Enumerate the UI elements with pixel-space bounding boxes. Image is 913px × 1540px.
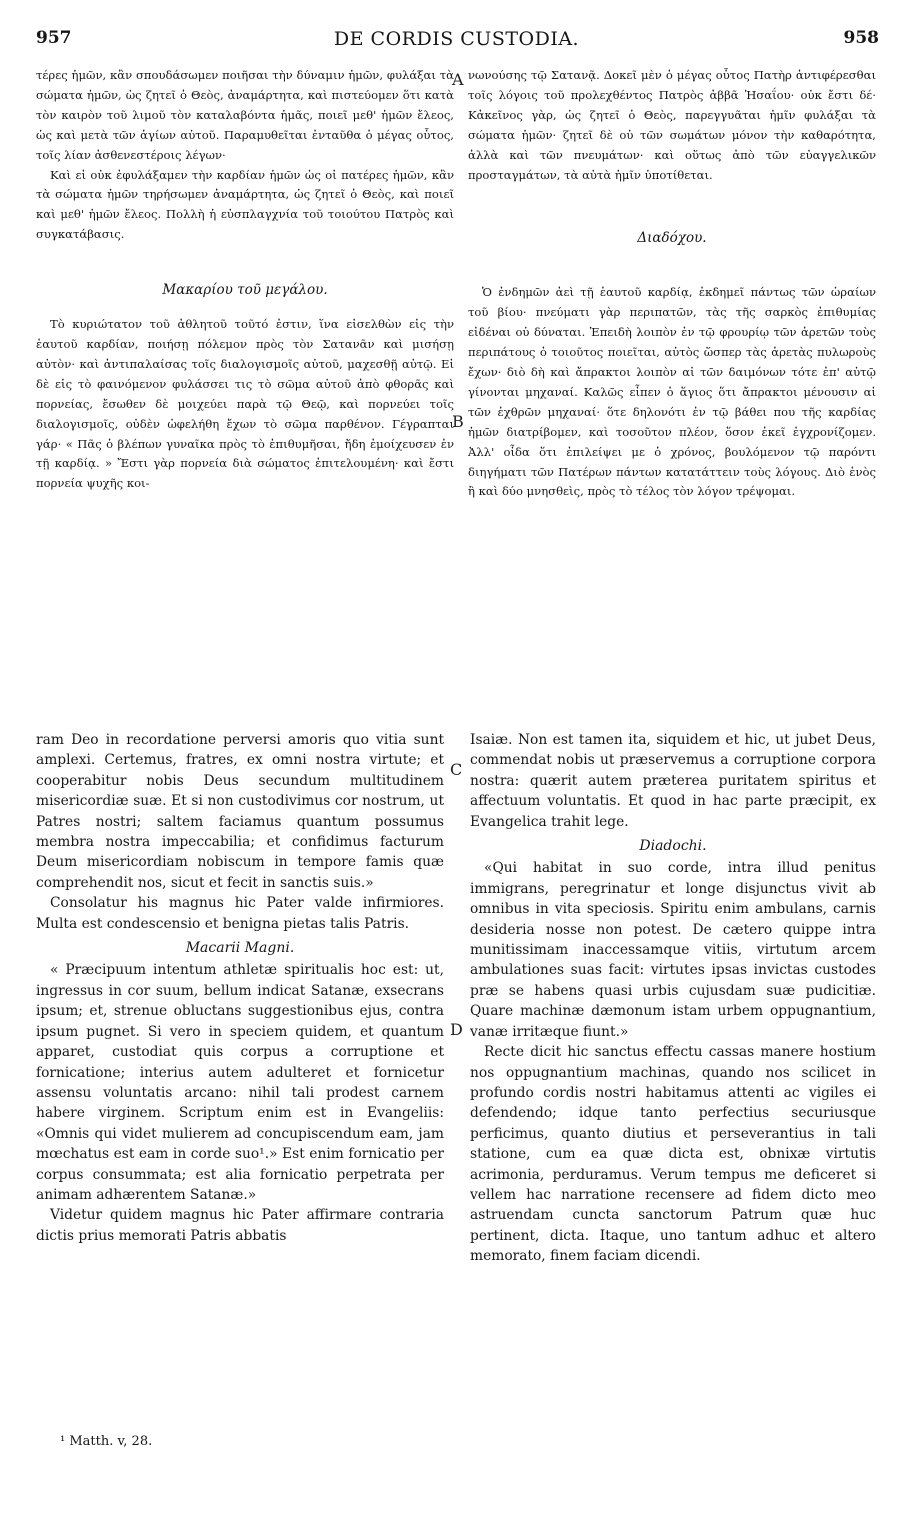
latin-right-paragraph: Recte dicit hic sanctus effectu cassas manere hostium nos oppugnantium machinas, quando nos scilicet in profundo cordis nostri habitamus attenti ac vigiles ei defendendo; idque tanto perfectius securiusque perficimus, quanto diutius et perseverantius in tali statione, cum ea quæ dicta est, obnixæ virtutis acrimonia, perduramus. Verum tempus me deficeret si vellem hac narratione recensere ad fidem dicto meo astruendam cuncta sanctorum Patrum quæ huc pertinent, dicta. Itaque, uno tantum adhuc et altero memorato, finem faciam dicendi. bbox=[470, 1044, 876, 1265]
latin-right-paragraph: Isaiæ. Non est tamen ita, siquidem et hic, ut jubet Deus, commendat nobis ut præservemus a corruptione corpora nostra: quærit autem præterea puritatem spiritus et affectuum voluntatis. Et quod in hac parte præcipit, ex Evangelica trahit lege. bbox=[470, 732, 876, 830]
page-number-right: 958 bbox=[843, 28, 879, 48]
latin-left-paragraph: ram Deo in recordatione perversi amoris quo vitia sunt amplexi. Certemus, fratres, ex omni nostra virtute; et cooperabitur nobis Deus secundum multitudinem misericordiæ suæ. Et si non custodivimus cor nostrum, ut Patres nostri; saltem faciamus quantum possumus membra nostra impeccabilia; et confidimus facturum Deum misericordiam nobiscum in tempore famis quæ comprehendit nos, sicut et fecit in sanctis suis.» bbox=[36, 732, 444, 891]
margin-marker-a: A bbox=[452, 70, 464, 89]
margin-marker-c: C bbox=[450, 760, 463, 779]
greek-right-paragraph: Ὁ ἐνδημῶν ἀεὶ τῇ ἑαυτοῦ καρδίᾳ, ἐκδημεῖ πάντως τῶν ὡραίων τοῦ βίου· πνεύματι γὰρ περιπατῶν, τὰς τῆς σαρκὸς ἐπιθυμίας εἰδέναι οὐ δύναται. Ἐπειδὴ λοιπὸν ἐν τῷ φρουρίῳ τῶν ἀρετῶν τοὺς περιπάτους ὁ τοιοῦτος ποιεῖται, αὐτὸς ὥσπερ τὰς ἀρετὰς πυλωροὺς ἔχων· διὸ δὴ καὶ ἄπρακτοι λοιπὸν αἱ τῶν δαιμόνων τότε ἐπ' αὐτῷ γίνονται μηχαναί. Καλῶς εἶπεν ὁ ἅγιος ὅτι ἄπρακτοι μένουσιν αἱ τῶν ἐχθρῶν μηχαναί· ὅτε δηλονότι ἐν τῷ βάθει που τῆς καρδίας ἡμῶν διατρίβομεν, καὶ τοσοῦτον πλέον, ὅσον ἐκεῖ ἐγχρονίζομεν. Ἀλλ' οἶδα ὅτι ἐπιλείψει με ὁ χρόνος, βουλόμενον τῷ παρόντι διηγήματι τῶν Πατέρων πάντων κατατάττειν τοὺς λόγους. Διὸ ἑνὸς ἢ καὶ δύο μνησθεὶς, πρὸς τὸ τέλος τὸν λόγον τρέψομαι. bbox=[468, 285, 876, 499]
greek-left-paragraph: τέρες ἡμῶν, κἂν σπουδάσωμεν ποιῆσαι τὴν δύναμιν ἡμῶν, φυλάξαι τὰ σώματα ἡμῶν, ὡς ζητεῖ ὁ Θεὸς, ἀναμάρτητα, καὶ πιστεύομεν ὅτι κατὰ τὸν καιρὸν τοῦ λιμοῦ τὸν καταλαβόντα ἡμᾶς, ποιεῖ μεθ' ἡμῶν ἔλεος, ὡς καὶ μετὰ τῶν ἁγίων αὐτοῦ. Παραμυθεῖται ἐνταῦθα ὁ μέγας οὗτος, τοῖς λίαν ἀσθενεστέροις λέγων· bbox=[36, 68, 454, 162]
margin-marker-b: B bbox=[452, 412, 464, 431]
section-heading-diadochus-greek: Διαδόχου. bbox=[637, 230, 707, 247]
section-heading-macarius-greek: Μακαρίου τοῦ μεγάλου. bbox=[162, 282, 328, 299]
section-heading-macarius-latin: Macarii Magni. bbox=[185, 940, 295, 957]
greek-left-paragraph: Τὸ κυριώτατον τοῦ ἀθλητοῦ τοῦτό ἐστιν, ἵνα εἰσελθὼν εἰς τὴν ἑαυτοῦ καρδίαν, ποιήσῃ πόλεμον πρὸς τὸν Σατανᾶν καὶ μισήσῃ αὐτὸν· καὶ ἀντιπαλαίσας τοῖς διαλογισμοῖς αὐτοῦ, μαχεσθῇ αὐτῷ. Εἰ δὲ εἰς τὸ φαινόμενον φυλάσσει τις τὸ σῶμα αὐτοῦ ἀπὸ φθορᾶς καὶ πορνείας, ἔσωθεν δὲ μοιχεύει παρὰ τῷ Θεῷ, καὶ πορνεύει τοῖς διαλογισμοῖς, οὐδὲν ὠφελήθη ἔχων τὸ σῶμα παρθένον. Γέγραπται γάρ· « Πᾶς ὁ βλέπων γυναῖκα πρὸς τὸ ἐπιθυμῆσαι, ἤδη ἐμοίχευσεν ἐν τῇ καρδίᾳ. » Ἔστι γὰρ πορνεία διὰ σώματος ἐπιτελουμένη· καὶ ἔστι πορνεία ψυχῆς κοι- bbox=[36, 317, 454, 491]
section-heading-diadochus-latin: Diadochi. bbox=[639, 838, 707, 855]
footnote: ¹ Matth. v, 28. bbox=[60, 1434, 153, 1449]
margin-marker-d: D bbox=[450, 1020, 463, 1039]
page-number-left: 957 bbox=[36, 28, 72, 48]
latin-left-paragraph: Videtur quidem magnus hic Pater affirmare contraria dictis prius memorati Patris abbatis bbox=[36, 1207, 444, 1244]
greek-column-right bbox=[468, 66, 876, 686]
latin-left-paragraph: « Præcipuum intentum athletæ spiritualis hoc est: ut, ingressus in cor suum, bellum indicat Satanæ, exsecrans ipsum; et, strenue obluctans suggestionibus ejus, contra ipsum pugnet. Si vero in speciem quidem, et quantum apparet, custodiat quis corpus a corruptione et fornicatione; interius autem adulteret et fornicetur assensu voluntatis arcano: nihil tali prodest carnem habere virginem. Scriptum enim est in Evangeliis: «Omnis qui videt mulierem ad concupiscendum eam, jam mœchatus est eam in corde suo¹.» Est enim fornicatio per corpus consummata; est alia fornicatio perpetrata per animam adhærentem Satanæ.» bbox=[36, 962, 444, 1203]
running-title: DE CORDIS CUSTODIA. bbox=[333, 28, 580, 50]
greek-right-paragraph: νωνούσης τῷ Σατανᾷ. Δοκεῖ μὲν ὁ μέγας οὗτος Πατὴρ ἀντιφέρεσθαι τοῖς λόγοις τοῦ προλεχθέντος Πατρὸς ἀββᾶ Ἡσαΐου· οὐκ ἔστι δέ· Κἀκεῖνος γὰρ, ὡς ζητεῖ ὁ Θεὸς, παρεγγυᾶται ἡμῖν φυλάξαι τὰ σώματα ἡμῶν· ζητεῖ δὲ οὐ τῶν σωμάτων μόνον τὴν καθαρότητα, ἀλλὰ καὶ τῶν πνευμάτων· καὶ οὕτως ἀπὸ τῶν εὐαγγελικῶν προσταγμάτων, τὰ αὐτὰ ἡμῖν ὑποτίθεται. bbox=[468, 68, 876, 182]
latin-column-left bbox=[36, 730, 444, 1430]
latin-column-right bbox=[470, 730, 876, 1430]
greek-column-left bbox=[36, 66, 454, 686]
latin-right-paragraph: «Qui habitat in suo corde, intra illud penitus immigrans, peregrinatur et longe disjunctus vivit ab omnibus in vita speciosis. Spiritu enim ambulans, carnis desideria nosse non potest. De cætero quippe intra munitissimam inaccessamque vitiis, virtutum arcem ambulationes suas facit: virtutes ipsas invictas custodes præ se habens quasi urbis cujusdam suæ pudicitiæ. Quare machinæ dæmonum istam urbem oppugnantium, vanæ irritæque fiunt.» bbox=[470, 860, 876, 1040]
page-header bbox=[0, 28, 913, 58]
greek-left-paragraph: Καὶ εἰ οὐκ ἐφυλάξαμεν τὴν καρδίαν ἡμῶν ὡς οἱ πατέρες ἡμῶν, κἂν τὰ σώματα ἡμῶν τηρήσωμεν ἀναμάρτητα, ὡς ζητεῖ ὁ Θεὸς, καὶ ποιεῖ καὶ μεθ' ἡμῶν ἔλεος. Πολλὴ ἡ εὐσπλαγχνία τοῦ τοιούτου Πατρὸς καὶ συγκατάβασις. bbox=[36, 167, 454, 242]
latin-left-paragraph: Consolatur his magnus hic Pater valde infirmiores. Multa est condescensio et benigna pietas talis Patris. bbox=[36, 895, 444, 932]
